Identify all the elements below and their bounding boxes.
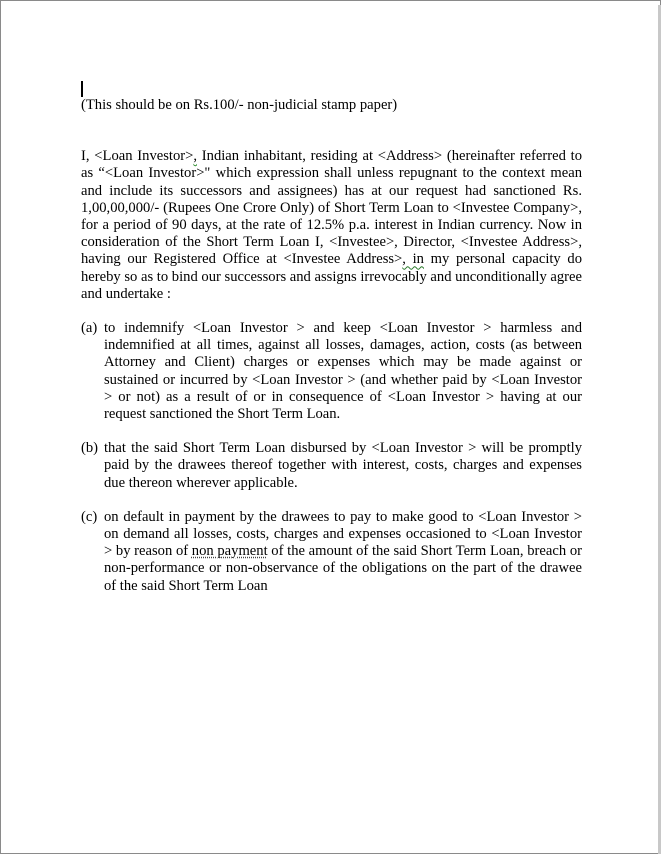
stamp-paper-note: (This should be on Rs.100/- non-judicial stamp paper): [81, 97, 398, 113]
intro-part1: I, <Loan Investor>: [81, 148, 194, 165]
grammar-mark-non-payment: non payment: [191, 543, 268, 560]
intro-paragraph: [81, 148, 582, 303]
clause-a: [81, 320, 582, 423]
intro-part4: my personal capacity do hereby so as to bind our successors and assigns irrevocably and unconditionally agree and undertake :: [81, 251, 582, 302]
clause-label: (c): [81, 508, 98, 525]
clause-label: (a): [81, 320, 98, 337]
clause-text-before: on default in payment by the drawees to pay to make good to <Loan Investor > on demand all losses, costs, charges and expenses occasioned to <Loan Investor > by reason of: [104, 508, 582, 560]
clause-text: [104, 509, 582, 595]
grammar-mark-2: , in: [402, 251, 424, 268]
intro-part2: Indian inhabitant, residing at <Address> (hereinafter referred to as “<Loan Investor>" which expression shall unless repugnant to the context mean and include its successors and assignees) has at our request had sanctioned Rs. 1,00,00,000/- (Rupees One Crore Only) of Short Term Loan to <Investee Company>, for a period of 90 days, at the rate of 12.5% p.a. interest in Indian currency. Now in consideration of the Short Term Loan I, <Investee>, Director, <Investee Address>, having our Registered Office at <Investee Address>: [81, 148, 583, 268]
grammar-mark-1: ,: [193, 148, 198, 165]
document-body[interactable]: [81, 81, 582, 595]
clause-text: to indemnify <Loan Investor > and keep <Loan Investor > harmless and indemnified at all times, against all losses, damages, action, costs (as between Attorney and Client) charges or expenses which may be made against or sustained or incurred by <Loan Investor > (and whether paid by <Loan Investor > or not) as a result of or in consequence of <Loan Investor > having at our request sanctioned the Short Term Loan.: [104, 320, 582, 423]
clause-label: (b): [81, 440, 99, 457]
clause-b: [81, 440, 582, 492]
clause-text: that the said Short Term Loan disbursed by <Loan Investor > will be promptly paid by the drawees thereof together with interest, costs, charges and expenses due thereon wherever applicable.: [104, 440, 582, 491]
clause-text-after: of the amount of the said Short Term Loan, breach or non-performance or non-observance of the obligations on the part of the drawee of the said Short Term Loan: [104, 543, 582, 594]
clause-c: [81, 509, 582, 595]
